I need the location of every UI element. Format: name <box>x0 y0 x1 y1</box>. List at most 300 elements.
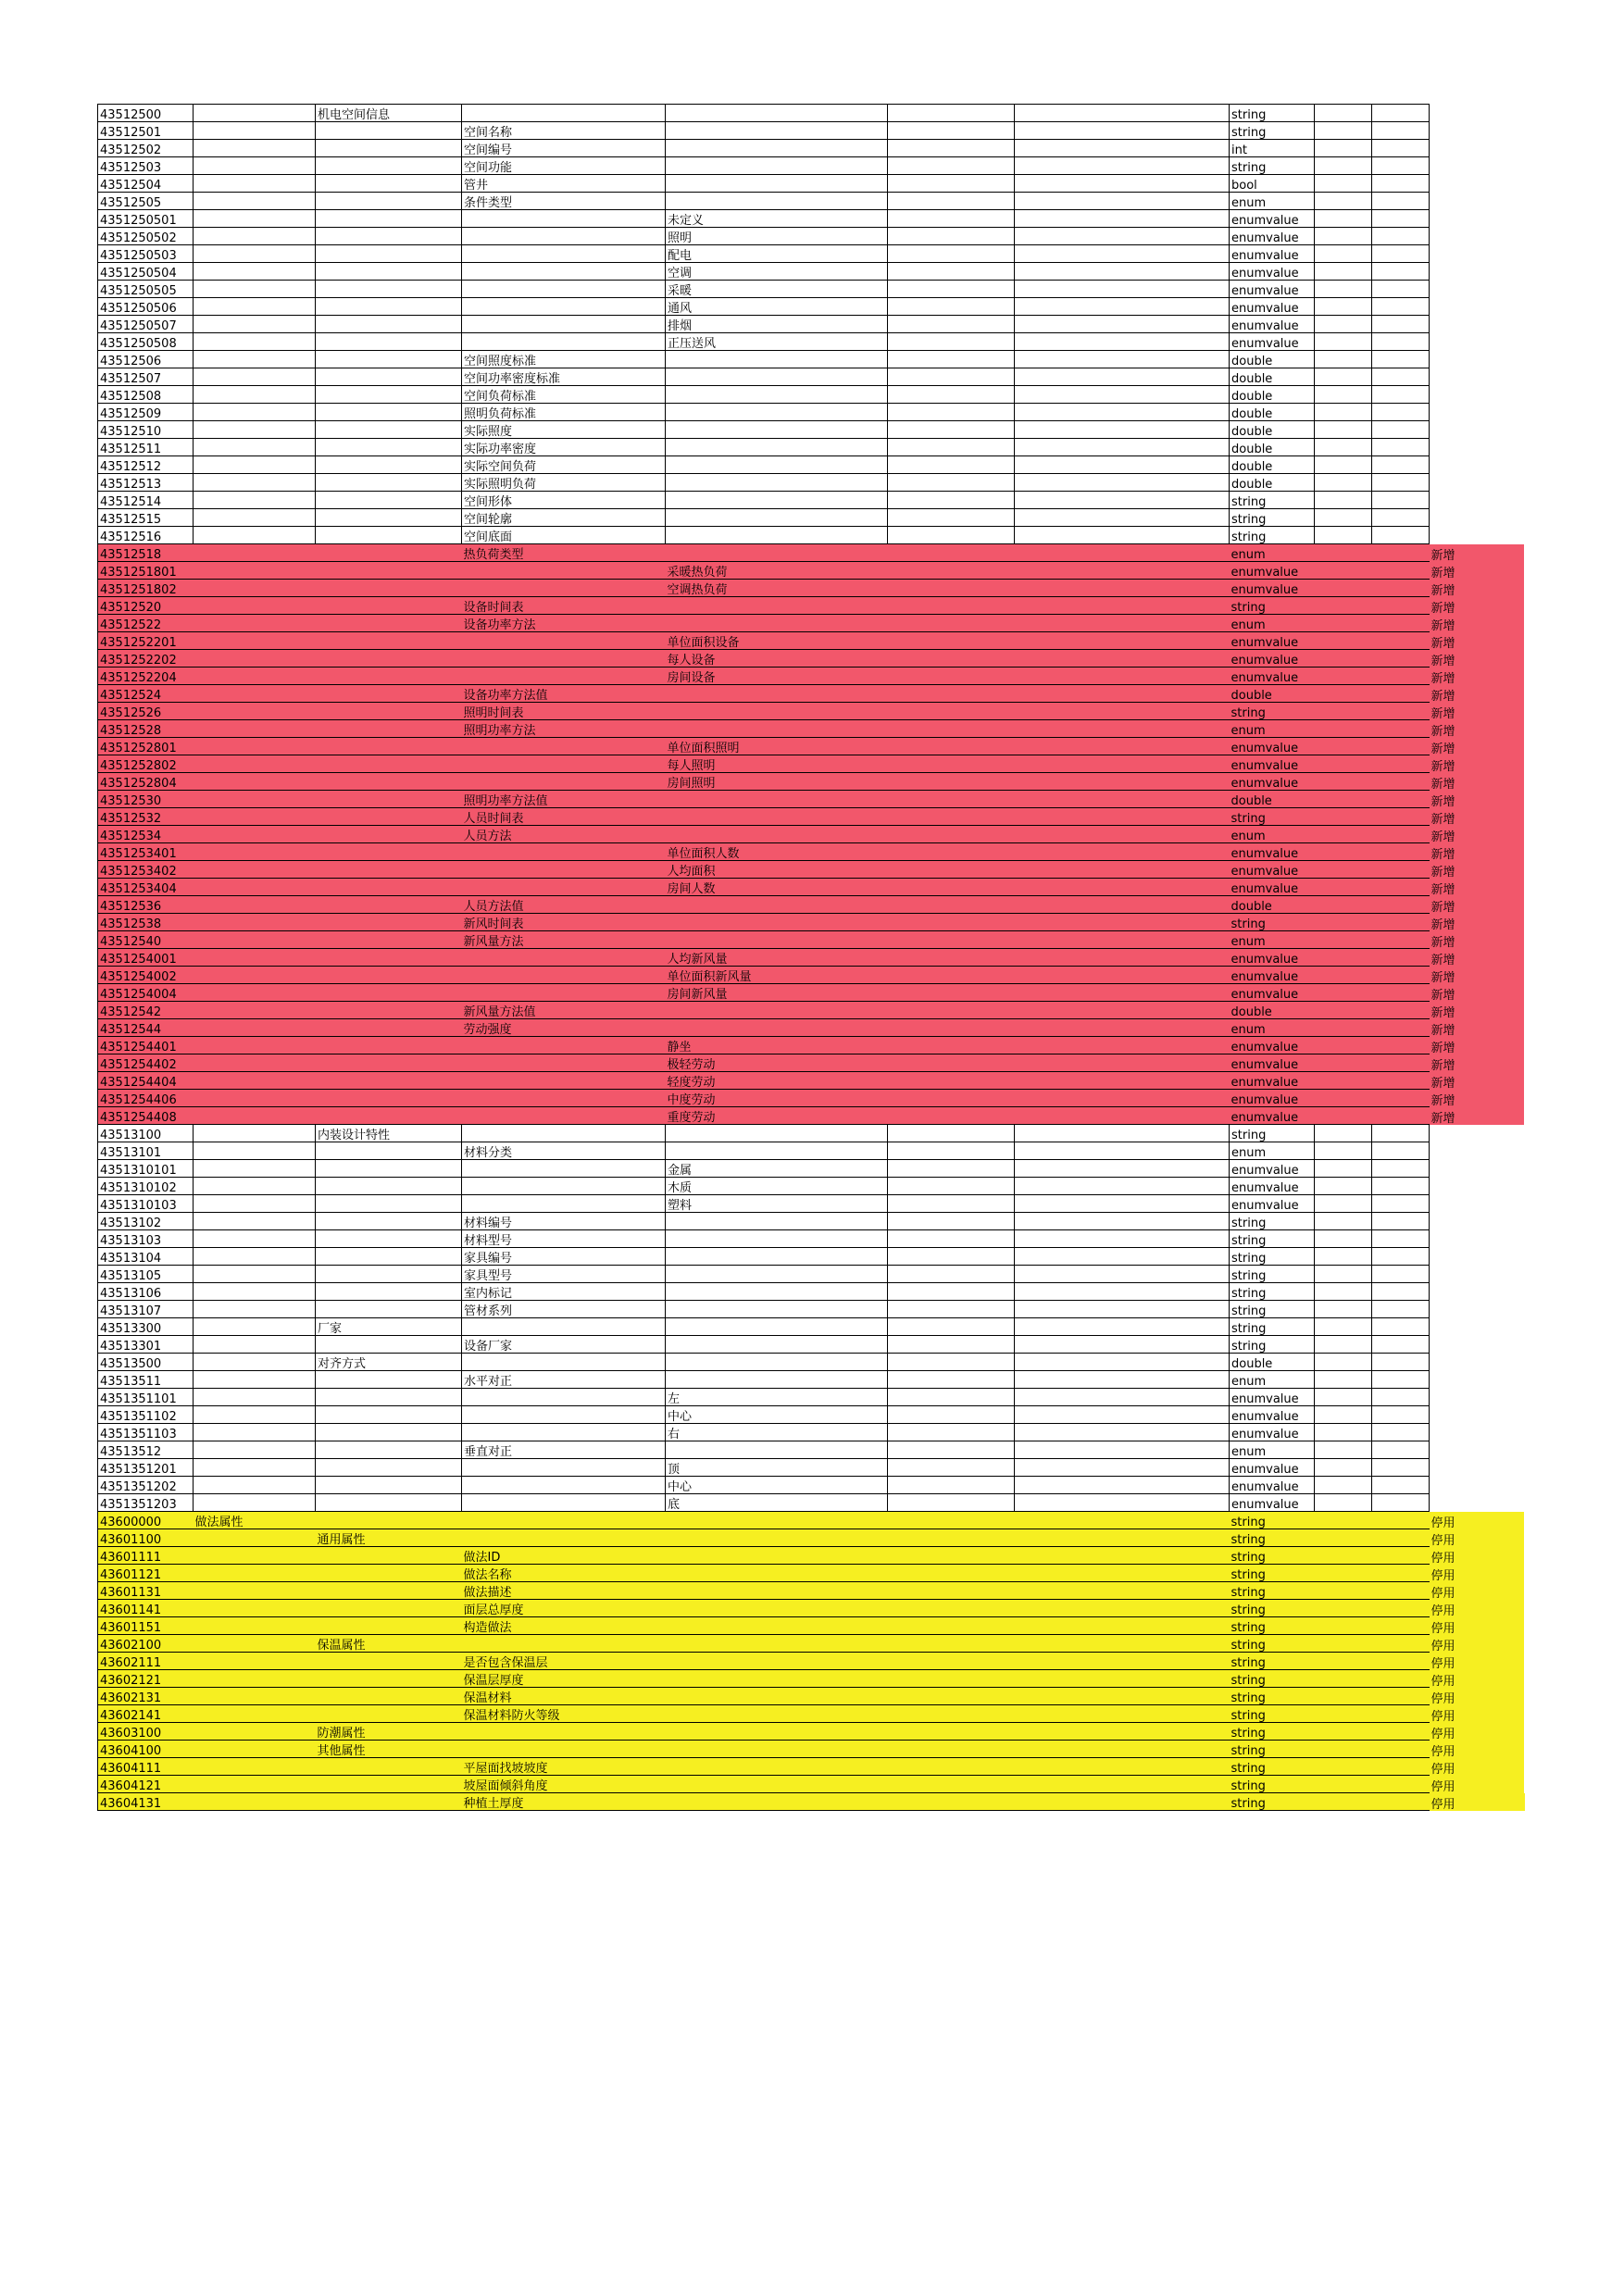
cell-status[interactable] <box>1430 175 1525 193</box>
cell-type[interactable]: enum <box>1230 1441 1315 1459</box>
cell-status[interactable]: 新增 <box>1430 1002 1525 1019</box>
cell-level3[interactable] <box>462 967 666 984</box>
cell-blank[interactable] <box>1315 1266 1372 1283</box>
cell-type[interactable]: enumvalue <box>1230 1054 1315 1072</box>
cell-level2[interactable] <box>316 474 462 492</box>
cell-level3[interactable] <box>462 1160 666 1178</box>
cell-blank[interactable] <box>888 421 1015 439</box>
cell-blank[interactable] <box>1015 474 1230 492</box>
cell-status[interactable] <box>1430 404 1525 421</box>
cell-blank[interactable] <box>1315 1318 1372 1336</box>
cell-level3[interactable]: 人员时间表 <box>462 808 666 826</box>
cell-level1[interactable] <box>194 738 316 755</box>
cell-level2[interactable] <box>316 1037 462 1054</box>
cell-level4[interactable] <box>666 1653 888 1670</box>
cell-blank[interactable] <box>888 509 1015 527</box>
cell-blank[interactable] <box>1372 861 1430 879</box>
cell-type[interactable]: enumvalue <box>1230 1195 1315 1213</box>
cell-level4[interactable] <box>666 1318 888 1336</box>
cell-level2[interactable] <box>316 298 462 316</box>
cell-level2[interactable] <box>316 140 462 157</box>
cell-level1[interactable] <box>194 175 316 193</box>
cell-blank[interactable] <box>1015 122 1230 140</box>
cell-status[interactable] <box>1430 1477 1525 1494</box>
cell-type[interactable]: string <box>1230 1758 1315 1776</box>
cell-type[interactable]: string <box>1230 1688 1315 1705</box>
cell-blank[interactable] <box>1015 1653 1230 1670</box>
cell-id[interactable]: 43601100 <box>98 1529 194 1547</box>
cell-blank[interactable] <box>888 720 1015 738</box>
cell-level2[interactable] <box>316 914 462 931</box>
cell-blank[interactable] <box>1372 105 1430 122</box>
cell-level1[interactable]: 做法属性 <box>194 1512 316 1529</box>
cell-blank[interactable] <box>1372 1741 1430 1758</box>
cell-level4[interactable] <box>666 527 888 544</box>
cell-level3[interactable] <box>462 245 666 263</box>
cell-level3[interactable]: 照明功率方法 <box>462 720 666 738</box>
cell-type[interactable]: double <box>1230 685 1315 703</box>
cell-blank[interactable] <box>1372 1688 1430 1705</box>
cell-level3[interactable]: 空间功率密度标准 <box>462 368 666 386</box>
cell-type[interactable]: enumvalue <box>1230 861 1315 879</box>
cell-blank[interactable] <box>1372 1178 1430 1195</box>
cell-type[interactable]: enum <box>1230 193 1315 210</box>
cell-id[interactable]: 4351253401 <box>98 843 194 861</box>
cell-blank[interactable] <box>1015 245 1230 263</box>
cell-level4[interactable] <box>666 685 888 703</box>
cell-level3[interactable]: 空间负荷标准 <box>462 386 666 404</box>
cell-blank[interactable] <box>1015 1195 1230 1213</box>
cell-blank[interactable] <box>888 632 1015 650</box>
cell-level2[interactable] <box>316 1424 462 1441</box>
cell-level3[interactable]: 构造做法 <box>462 1617 666 1635</box>
cell-blank[interactable] <box>1015 316 1230 333</box>
cell-blank[interactable] <box>888 316 1015 333</box>
cell-level2[interactable] <box>316 1776 462 1793</box>
cell-blank[interactable] <box>1015 1090 1230 1107</box>
cell-blank[interactable] <box>1315 228 1372 245</box>
cell-level4[interactable] <box>666 914 888 931</box>
cell-blank[interactable] <box>1315 333 1372 351</box>
cell-level3[interactable]: 空间编号 <box>462 140 666 157</box>
cell-blank[interactable] <box>1372 1002 1430 1019</box>
cell-blank[interactable] <box>888 474 1015 492</box>
cell-level1[interactable] <box>194 1318 316 1336</box>
cell-blank[interactable] <box>1372 1723 1430 1741</box>
cell-id[interactable]: 43601131 <box>98 1582 194 1600</box>
cell-level1[interactable] <box>194 668 316 685</box>
cell-status[interactable] <box>1430 157 1525 175</box>
cell-id[interactable]: 4351310101 <box>98 1160 194 1178</box>
cell-status[interactable]: 停用 <box>1430 1723 1525 1741</box>
cell-level1[interactable] <box>194 1336 316 1354</box>
cell-status[interactable] <box>1430 1336 1525 1354</box>
cell-status[interactable] <box>1430 105 1525 122</box>
cell-level4[interactable] <box>666 1230 888 1248</box>
cell-level4[interactable]: 轻度劳动 <box>666 1072 888 1090</box>
cell-blank[interactable] <box>1315 421 1372 439</box>
cell-blank[interactable] <box>1315 879 1372 896</box>
cell-level2[interactable] <box>316 1283 462 1301</box>
cell-id[interactable]: 4351254002 <box>98 967 194 984</box>
cell-status[interactable]: 停用 <box>1430 1600 1525 1617</box>
cell-level4[interactable] <box>666 931 888 949</box>
cell-level1[interactable] <box>194 720 316 738</box>
cell-blank[interactable] <box>888 1230 1015 1248</box>
cell-blank[interactable] <box>888 456 1015 474</box>
cell-blank[interactable] <box>1372 1653 1430 1670</box>
cell-blank[interactable] <box>888 949 1015 967</box>
cell-type[interactable]: enumvalue <box>1230 333 1315 351</box>
cell-status[interactable]: 新增 <box>1430 826 1525 843</box>
cell-status[interactable] <box>1430 1406 1525 1424</box>
cell-status[interactable]: 新增 <box>1430 615 1525 632</box>
cell-blank[interactable] <box>888 1793 1015 1811</box>
cell-blank[interactable] <box>1015 1741 1230 1758</box>
cell-blank[interactable] <box>1015 1617 1230 1635</box>
cell-level2[interactable] <box>316 843 462 861</box>
cell-id[interactable]: 43604121 <box>98 1776 194 1793</box>
cell-type[interactable]: enum <box>1230 544 1315 562</box>
cell-level1[interactable] <box>194 1354 316 1371</box>
cell-level3[interactable]: 实际功率密度 <box>462 439 666 456</box>
cell-id[interactable]: 43512534 <box>98 826 194 843</box>
cell-blank[interactable] <box>1015 228 1230 245</box>
cell-level1[interactable] <box>194 1617 316 1635</box>
cell-level4[interactable] <box>666 175 888 193</box>
cell-status[interactable] <box>1430 263 1525 281</box>
cell-blank[interactable] <box>1315 1477 1372 1494</box>
cell-blank[interactable] <box>888 140 1015 157</box>
cell-level2[interactable] <box>316 861 462 879</box>
cell-blank[interactable] <box>1315 193 1372 210</box>
cell-blank[interactable] <box>1372 650 1430 668</box>
cell-blank[interactable] <box>888 1072 1015 1090</box>
cell-status[interactable]: 停用 <box>1430 1512 1525 1529</box>
cell-level2[interactable] <box>316 879 462 896</box>
cell-type[interactable]: enumvalue <box>1230 1459 1315 1477</box>
cell-blank[interactable] <box>1372 1670 1430 1688</box>
cell-blank[interactable] <box>1372 1441 1430 1459</box>
cell-status[interactable] <box>1430 1318 1525 1336</box>
cell-id[interactable]: 4351351103 <box>98 1424 194 1441</box>
cell-id[interactable]: 4351250508 <box>98 333 194 351</box>
cell-level1[interactable] <box>194 580 316 597</box>
cell-type[interactable]: enumvalue <box>1230 773 1315 791</box>
cell-status[interactable] <box>1430 1160 1525 1178</box>
cell-level2[interactable] <box>316 1688 462 1705</box>
cell-status[interactable] <box>1430 351 1525 368</box>
cell-level1[interactable] <box>194 597 316 615</box>
cell-level3[interactable]: 空间形体 <box>462 492 666 509</box>
cell-blank[interactable] <box>1315 1741 1372 1758</box>
cell-level1[interactable] <box>194 298 316 316</box>
cell-type[interactable]: string <box>1230 703 1315 720</box>
cell-level3[interactable] <box>462 1054 666 1072</box>
cell-id[interactable]: 43513301 <box>98 1336 194 1354</box>
cell-blank[interactable] <box>888 1512 1015 1529</box>
cell-level3[interactable]: 保温层厚度 <box>462 1670 666 1688</box>
cell-level4[interactable] <box>666 703 888 720</box>
cell-blank[interactable] <box>1372 122 1430 140</box>
cell-blank[interactable] <box>1315 474 1372 492</box>
cell-blank[interactable] <box>1315 1090 1372 1107</box>
cell-level3[interactable]: 管材系列 <box>462 1301 666 1318</box>
cell-level3[interactable] <box>462 1477 666 1494</box>
cell-level3[interactable]: 照明负荷标准 <box>462 404 666 421</box>
cell-id[interactable]: 43512536 <box>98 896 194 914</box>
cell-blank[interactable] <box>888 1441 1015 1459</box>
cell-type[interactable]: enumvalue <box>1230 650 1315 668</box>
cell-level3[interactable] <box>462 1072 666 1090</box>
cell-blank[interactable] <box>1372 298 1430 316</box>
cell-blank[interactable] <box>1015 298 1230 316</box>
cell-type[interactable]: enumvalue <box>1230 1477 1315 1494</box>
cell-status[interactable]: 新增 <box>1430 791 1525 808</box>
cell-blank[interactable] <box>1015 333 1230 351</box>
cell-blank[interactable] <box>1372 738 1430 755</box>
cell-level2[interactable] <box>316 245 462 263</box>
cell-blank[interactable] <box>1315 685 1372 703</box>
cell-id[interactable]: 4351253404 <box>98 879 194 896</box>
cell-blank[interactable] <box>1315 1213 1372 1230</box>
cell-level1[interactable] <box>194 439 316 456</box>
cell-level2[interactable]: 机电空间信息 <box>316 105 462 122</box>
cell-level1[interactable] <box>194 1090 316 1107</box>
cell-status[interactable] <box>1430 474 1525 492</box>
cell-blank[interactable] <box>888 773 1015 791</box>
cell-level3[interactable] <box>462 1406 666 1424</box>
cell-type[interactable]: string <box>1230 1301 1315 1318</box>
cell-type[interactable]: double <box>1230 439 1315 456</box>
cell-level4[interactable] <box>666 1371 888 1389</box>
cell-id[interactable]: 4351253402 <box>98 861 194 879</box>
cell-type[interactable]: double <box>1230 474 1315 492</box>
cell-id[interactable]: 4351250504 <box>98 263 194 281</box>
cell-blank[interactable] <box>1372 720 1430 738</box>
cell-id[interactable]: 43601111 <box>98 1547 194 1565</box>
cell-level4[interactable] <box>666 1705 888 1723</box>
cell-blank[interactable] <box>1315 1248 1372 1266</box>
cell-level1[interactable] <box>194 263 316 281</box>
cell-id[interactable]: 4351254004 <box>98 984 194 1002</box>
cell-level3[interactable] <box>462 1125 666 1142</box>
cell-level3[interactable]: 平屋面找坡坡度 <box>462 1758 666 1776</box>
cell-blank[interactable] <box>1315 1195 1372 1213</box>
cell-blank[interactable] <box>1372 879 1430 896</box>
cell-type[interactable]: enumvalue <box>1230 1178 1315 1195</box>
cell-level4[interactable]: 塑料 <box>666 1195 888 1213</box>
cell-level1[interactable] <box>194 861 316 879</box>
cell-blank[interactable] <box>1372 1160 1430 1178</box>
cell-level4[interactable]: 人均新风量 <box>666 949 888 967</box>
cell-blank[interactable] <box>888 1582 1015 1600</box>
cell-level2[interactable] <box>316 738 462 755</box>
cell-id[interactable]: 43512530 <box>98 791 194 808</box>
cell-blank[interactable] <box>888 122 1015 140</box>
cell-status[interactable] <box>1430 1266 1525 1283</box>
cell-blank[interactable] <box>1315 738 1372 755</box>
cell-blank[interactable] <box>1372 703 1430 720</box>
cell-blank[interactable] <box>1015 1582 1230 1600</box>
cell-id[interactable]: 43512504 <box>98 175 194 193</box>
cell-level1[interactable] <box>194 896 316 914</box>
cell-blank[interactable] <box>1315 1793 1372 1811</box>
cell-id[interactable]: 4351351101 <box>98 1389 194 1406</box>
cell-status[interactable]: 停用 <box>1430 1582 1525 1600</box>
cell-level3[interactable] <box>462 333 666 351</box>
cell-level1[interactable] <box>194 1529 316 1547</box>
cell-level4[interactable] <box>666 808 888 826</box>
cell-blank[interactable] <box>888 1389 1015 1406</box>
cell-status[interactable] <box>1430 1389 1525 1406</box>
cell-blank[interactable] <box>1015 439 1230 456</box>
cell-status[interactable]: 新增 <box>1430 720 1525 738</box>
cell-blank[interactable] <box>888 1741 1015 1758</box>
cell-level4[interactable] <box>666 351 888 368</box>
cell-blank[interactable] <box>1015 1054 1230 1072</box>
cell-blank[interactable] <box>1315 298 1372 316</box>
cell-blank[interactable] <box>1372 245 1430 263</box>
cell-level3[interactable]: 实际空间负荷 <box>462 456 666 474</box>
cell-blank[interactable] <box>1315 861 1372 879</box>
cell-type[interactable]: string <box>1230 808 1315 826</box>
cell-status[interactable]: 新增 <box>1430 879 1525 896</box>
cell-id[interactable]: 43513500 <box>98 1354 194 1371</box>
cell-blank[interactable] <box>1015 1142 1230 1160</box>
cell-id[interactable]: 43512542 <box>98 1002 194 1019</box>
cell-type[interactable]: string <box>1230 1547 1315 1565</box>
cell-blank[interactable] <box>1315 351 1372 368</box>
cell-level4[interactable]: 房间设备 <box>666 668 888 685</box>
cell-blank[interactable] <box>1372 1617 1430 1635</box>
cell-level3[interactable] <box>462 949 666 967</box>
cell-level2[interactable] <box>316 632 462 650</box>
cell-id[interactable]: 4351351203 <box>98 1494 194 1512</box>
cell-blank[interactable] <box>888 527 1015 544</box>
cell-blank[interactable] <box>1015 914 1230 931</box>
cell-blank[interactable] <box>1015 562 1230 580</box>
cell-level1[interactable] <box>194 1494 316 1512</box>
cell-blank[interactable] <box>1372 175 1430 193</box>
cell-level4[interactable]: 单位面积新风量 <box>666 967 888 984</box>
cell-blank[interactable] <box>1015 1406 1230 1424</box>
cell-blank[interactable] <box>888 879 1015 896</box>
cell-level4[interactable]: 静坐 <box>666 1037 888 1054</box>
cell-type[interactable]: enumvalue <box>1230 843 1315 861</box>
cell-id[interactable]: 43512500 <box>98 105 194 122</box>
cell-level2[interactable] <box>316 580 462 597</box>
cell-id[interactable]: 4351250505 <box>98 281 194 298</box>
cell-blank[interactable] <box>888 1723 1015 1741</box>
cell-blank[interactable] <box>1015 1494 1230 1512</box>
cell-level4[interactable] <box>666 1248 888 1266</box>
cell-id[interactable]: 43512528 <box>98 720 194 738</box>
cell-blank[interactable] <box>888 1600 1015 1617</box>
cell-blank[interactable] <box>1315 1336 1372 1354</box>
cell-level1[interactable] <box>194 105 316 122</box>
cell-blank[interactable] <box>888 984 1015 1002</box>
cell-blank[interactable] <box>888 615 1015 632</box>
cell-type[interactable]: string <box>1230 105 1315 122</box>
cell-blank[interactable] <box>1372 140 1430 157</box>
cell-level4[interactable] <box>666 597 888 615</box>
cell-level3[interactable]: 劳动强度 <box>462 1019 666 1037</box>
cell-status[interactable] <box>1430 1195 1525 1213</box>
cell-blank[interactable] <box>1315 1230 1372 1248</box>
cell-level1[interactable] <box>194 1213 316 1230</box>
cell-level2[interactable] <box>316 1142 462 1160</box>
cell-blank[interactable] <box>1372 826 1430 843</box>
cell-status[interactable]: 新增 <box>1430 1072 1525 1090</box>
cell-level4[interactable] <box>666 615 888 632</box>
cell-level3[interactable] <box>462 263 666 281</box>
cell-status[interactable] <box>1430 1459 1525 1477</box>
cell-status[interactable] <box>1430 281 1525 298</box>
cell-blank[interactable] <box>1015 1037 1230 1054</box>
cell-level4[interactable] <box>666 1758 888 1776</box>
cell-level4[interactable]: 金属 <box>666 1160 888 1178</box>
cell-status[interactable]: 停用 <box>1430 1741 1525 1758</box>
cell-level4[interactable]: 房间人数 <box>666 879 888 896</box>
cell-blank[interactable] <box>888 1354 1015 1371</box>
cell-type[interactable]: string <box>1230 1230 1315 1248</box>
cell-blank[interactable] <box>1015 404 1230 421</box>
cell-blank[interactable] <box>888 157 1015 175</box>
cell-blank[interactable] <box>1372 1318 1430 1336</box>
cell-status[interactable]: 停用 <box>1430 1529 1525 1547</box>
cell-id[interactable]: 43602100 <box>98 1635 194 1653</box>
cell-blank[interactable] <box>1015 1125 1230 1142</box>
cell-id[interactable]: 4351250503 <box>98 245 194 263</box>
cell-blank[interactable] <box>1015 773 1230 791</box>
cell-level3[interactable]: 空间名称 <box>462 122 666 140</box>
cell-status[interactable]: 新增 <box>1430 931 1525 949</box>
cell-level3[interactable] <box>462 773 666 791</box>
cell-level2[interactable] <box>316 1406 462 1424</box>
cell-blank[interactable] <box>1372 1354 1430 1371</box>
cell-blank[interactable] <box>1315 1424 1372 1441</box>
cell-type[interactable]: enum <box>1230 1371 1315 1389</box>
cell-id[interactable]: 4351254408 <box>98 1107 194 1125</box>
cell-level4[interactable] <box>666 1600 888 1617</box>
cell-status[interactable] <box>1430 1142 1525 1160</box>
cell-id[interactable]: 43512502 <box>98 140 194 157</box>
cell-status[interactable]: 停用 <box>1430 1705 1525 1723</box>
cell-level1[interactable] <box>194 773 316 791</box>
cell-status[interactable] <box>1430 492 1525 509</box>
cell-type[interactable]: string <box>1230 1635 1315 1653</box>
cell-type[interactable]: string <box>1230 1723 1315 1741</box>
cell-type[interactable]: enumvalue <box>1230 1107 1315 1125</box>
cell-level3[interactable] <box>462 105 666 122</box>
cell-level1[interactable] <box>194 1283 316 1301</box>
cell-status[interactable]: 停用 <box>1430 1793 1525 1811</box>
cell-type[interactable]: string <box>1230 1653 1315 1670</box>
cell-blank[interactable] <box>888 1283 1015 1301</box>
cell-level4[interactable] <box>666 1723 888 1741</box>
cell-type[interactable]: string <box>1230 1213 1315 1230</box>
cell-blank[interactable] <box>1015 1160 1230 1178</box>
cell-blank[interactable] <box>1372 351 1430 368</box>
cell-level3[interactable]: 做法描述 <box>462 1582 666 1600</box>
cell-type[interactable]: enumvalue <box>1230 316 1315 333</box>
cell-type[interactable]: enumvalue <box>1230 298 1315 316</box>
cell-blank[interactable] <box>888 808 1015 826</box>
cell-blank[interactable] <box>888 1670 1015 1688</box>
cell-blank[interactable] <box>1015 580 1230 597</box>
cell-status[interactable]: 新增 <box>1430 914 1525 931</box>
